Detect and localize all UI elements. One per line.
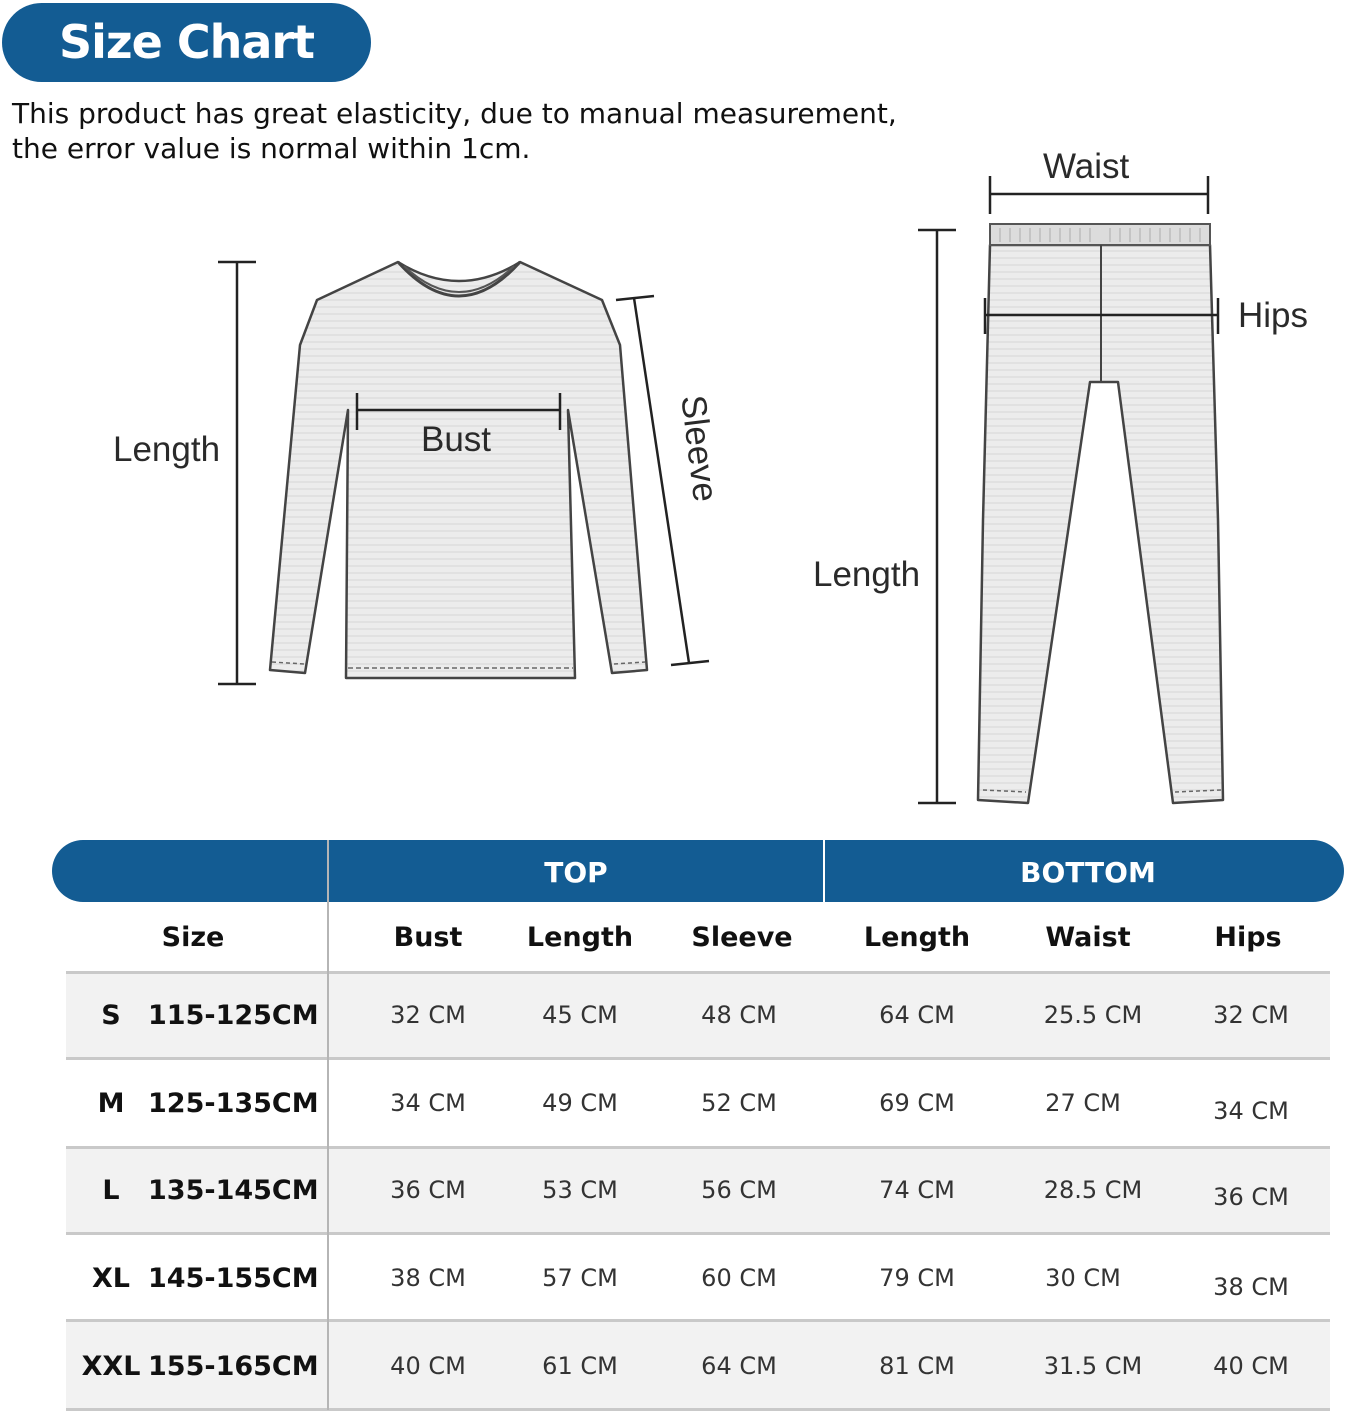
column-header-sleeve: Sleeve xyxy=(691,922,793,953)
bottom-length-value: 69 CM xyxy=(879,1089,955,1117)
waist-value: 25.5 CM xyxy=(1043,1001,1143,1029)
height-range: 115-125CM xyxy=(148,1000,319,1031)
top-length-value: 53 CM xyxy=(542,1176,618,1204)
bust-label: Bust xyxy=(421,420,492,459)
top-length-dimension xyxy=(218,262,256,684)
long-sleeve-top-illustration xyxy=(270,262,647,678)
top-length-value: 61 CM xyxy=(542,1352,618,1380)
bust-value: 38 CM xyxy=(390,1264,466,1292)
leggings-illustration xyxy=(978,224,1223,803)
height-range: 155-165CM xyxy=(148,1351,319,1382)
row-divider xyxy=(66,1057,1330,1060)
hips-value: 40 CM xyxy=(1213,1352,1289,1380)
waist-value: 28.5 CM xyxy=(1043,1176,1143,1204)
size-code: XL xyxy=(91,1263,131,1294)
hips-value: 38 CM xyxy=(1213,1273,1289,1301)
sleeve-label: Sleeve xyxy=(673,393,726,504)
hips-label: Hips xyxy=(1238,296,1309,335)
waist-value: 31.5 CM xyxy=(1043,1352,1143,1380)
sleeve-value: 48 CM xyxy=(701,1001,777,1029)
size-column-divider xyxy=(327,840,329,1410)
waist-value: 30 CM xyxy=(1045,1264,1121,1292)
bottom-length-value: 74 CM xyxy=(879,1176,955,1204)
column-header-bottom-length: Length xyxy=(863,922,971,953)
size-code: L xyxy=(102,1175,120,1206)
column-header-top-length: Length xyxy=(526,922,634,953)
row-divider xyxy=(66,971,1330,974)
hips-value: 34 CM xyxy=(1213,1097,1289,1125)
top-length-label: Length xyxy=(113,430,221,469)
column-header-size: Size xyxy=(161,922,225,953)
row-divider xyxy=(66,1408,1330,1411)
height-range: 135-145CM xyxy=(148,1175,319,1206)
column-header-bust: Bust xyxy=(393,922,463,953)
size-chart-title: Size Chart xyxy=(2,3,371,82)
column-header-hips: Hips xyxy=(1214,922,1282,953)
hips-value: 32 CM xyxy=(1213,1001,1289,1029)
note-line-2: the error value is normal within 1cm. xyxy=(12,132,531,165)
column-header-waist: Waist xyxy=(1045,922,1131,953)
row-divider xyxy=(66,1319,1330,1322)
row-divider xyxy=(66,1146,1330,1149)
sleeve-value: 60 CM xyxy=(701,1264,777,1292)
top-length-value: 57 CM xyxy=(542,1264,618,1292)
bottom-length-value: 79 CM xyxy=(879,1264,955,1292)
size-code: S xyxy=(101,1000,121,1031)
row-divider xyxy=(66,1232,1330,1235)
hips-value: 36 CM xyxy=(1213,1183,1289,1211)
waist-value: 27 CM xyxy=(1045,1089,1121,1117)
bottom-length-value: 81 CM xyxy=(879,1352,955,1380)
waist-label: Waist xyxy=(1043,147,1130,186)
sleeve-value: 56 CM xyxy=(701,1176,777,1204)
bust-value: 36 CM xyxy=(390,1176,466,1204)
height-range: 145-155CM xyxy=(148,1263,319,1294)
group-header-bottom: BOTTOM xyxy=(1020,856,1156,889)
bottom-length-dimension xyxy=(918,230,956,803)
top-length-value: 49 CM xyxy=(542,1089,618,1117)
bottom-length-label: Length xyxy=(813,555,921,594)
size-code: XXL xyxy=(81,1351,141,1382)
bottom-length-value: 64 CM xyxy=(879,1001,955,1029)
top-length-value: 45 CM xyxy=(542,1001,618,1029)
bust-value: 34 CM xyxy=(390,1089,466,1117)
height-range: 125-135CM xyxy=(148,1088,319,1119)
sleeve-value: 52 CM xyxy=(701,1089,777,1117)
bust-value: 40 CM xyxy=(390,1352,466,1380)
note-line-1: This product has great elasticity, due to manual measurement, xyxy=(12,97,897,130)
sleeve-value: 64 CM xyxy=(701,1352,777,1380)
size-code: M xyxy=(97,1088,125,1119)
group-header-top: TOP xyxy=(544,856,608,889)
bust-value: 32 CM xyxy=(390,1001,466,1029)
